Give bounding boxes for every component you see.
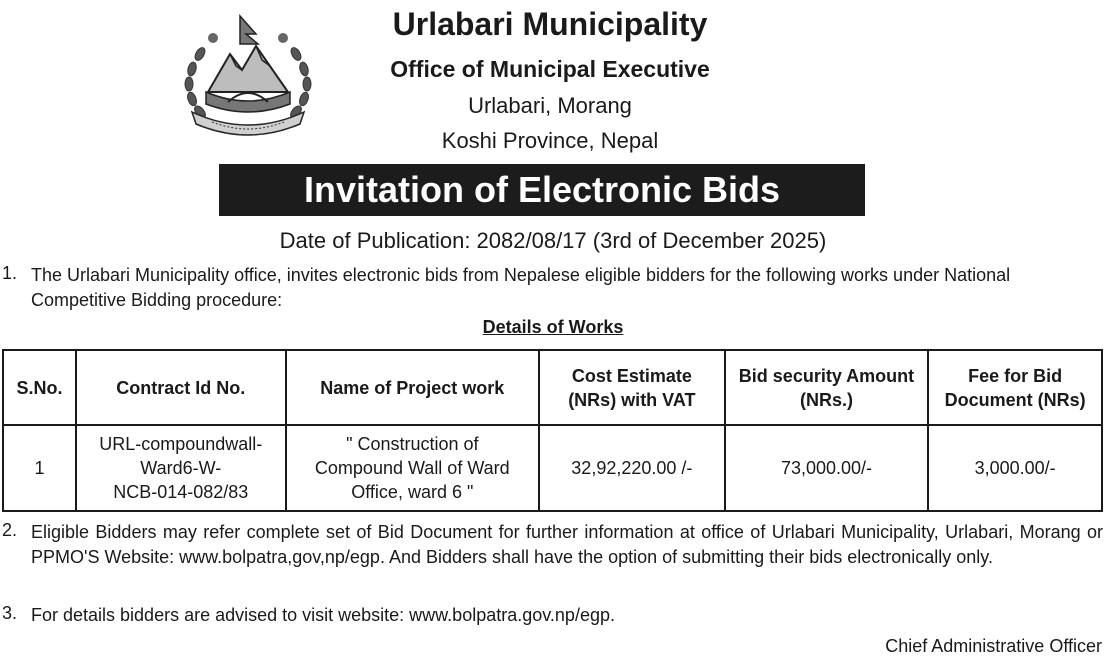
header-cost <box>539 350 725 425</box>
cell-security: 73,000.00/- <box>725 425 929 511</box>
header-security <box>725 350 929 425</box>
point-number: 2. <box>2 520 18 540</box>
project-line2: Compound Wall of Ward <box>314 458 510 478</box>
header-project: Name of Project work <box>286 350 539 425</box>
contract-id-line1: URL-compoundwall- <box>99 434 263 454</box>
project-line1: " Construction of <box>346 434 479 454</box>
table-row <box>3 425 1102 511</box>
point-text: Eligible Bidders may refer complete set of Bid Document for further information at office of Urlabari Municipality, Urlabari, Morang or PPMO'S Website: www.bolpatra,gov,np/egp. And Bidders shall have the option of submitting their bids electronically only. <box>31 522 1103 567</box>
publication-date: Date of Publication: 2082/08/17 (3rd of December 2025) <box>279 228 827 253</box>
cell-project <box>286 425 539 511</box>
table-header-row <box>3 350 1102 425</box>
header-cost-line2: (NRs) with VAT <box>568 389 696 410</box>
header-fee <box>928 350 1102 425</box>
header-fee-line2: Document (NRs) <box>944 389 1086 410</box>
header-security-line1: Bid security Amount <box>738 365 915 386</box>
header-fee-line1: Fee for Bid <box>968 365 1063 386</box>
point-text: For details bidders are advised to visit website: www.bolpatra.gov.np/egp. <box>31 605 615 625</box>
contract-id-line3: NCB-014-082/83 <box>113 482 249 502</box>
cell-fee: 3,000.00/- <box>928 425 1102 511</box>
office-name: Office of Municipal Executive <box>390 56 710 82</box>
details-heading: Details of Works <box>482 317 624 337</box>
header-security-line2: (NRs.) <box>799 389 853 410</box>
works-table <box>2 349 1103 512</box>
point-number: 1. <box>2 263 18 283</box>
notice-banner: Invitation of Electronic Bids <box>219 164 865 216</box>
page-title: Urlabari Municipality <box>392 6 708 42</box>
point-number: 3. <box>2 603 18 623</box>
cell-contract-id <box>76 425 286 511</box>
header-cost-line1: Cost Estimate <box>571 365 692 386</box>
header-sno: S.No. <box>3 350 76 425</box>
contract-id-line2: Ward6-W- <box>140 458 222 478</box>
address-line-1: Urlabari, Morang <box>468 93 632 118</box>
cell-sno: 1 <box>3 425 76 511</box>
address-line-2: Koshi Province, Nepal <box>441 128 659 153</box>
cell-cost: 32,92,220.00 /- <box>539 425 725 511</box>
project-line3: Office, ward 6 " <box>351 482 474 502</box>
point-text: The Urlabari Municipality office, invites electronic bids from Nepalese eligible bidders for the following works under National Competitive Bidding procedure: <box>31 265 1011 310</box>
signature-title: Chief Administrative Officer <box>885 636 1102 656</box>
header-contract-id: Contract Id No. <box>76 350 286 425</box>
